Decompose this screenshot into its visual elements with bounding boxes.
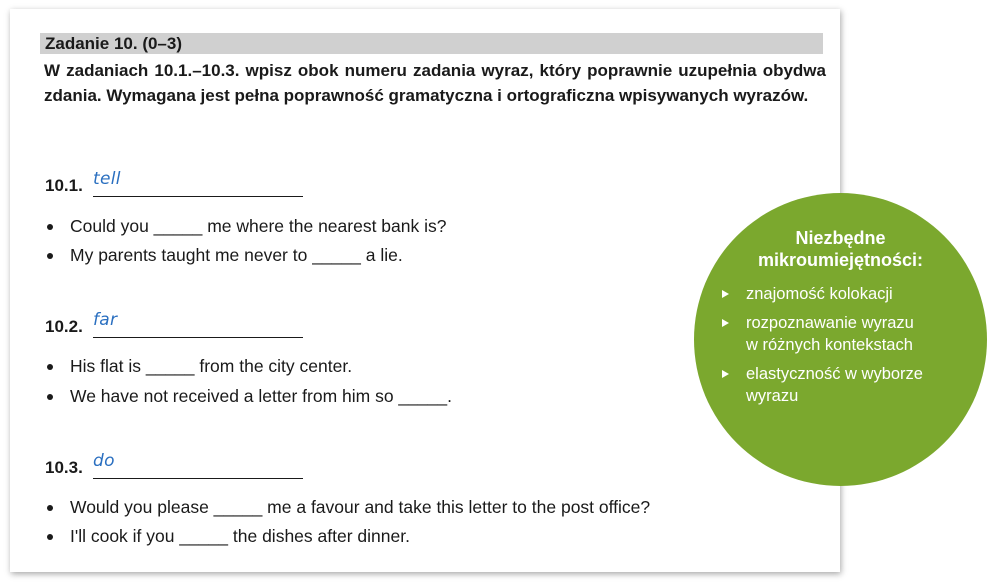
skill-item <box>746 363 966 407</box>
answer-line[interactable] <box>93 196 303 197</box>
sentence: Could you _____ me where the nearest bank is? <box>70 215 770 237</box>
skills-title-line1: Niezbędne <box>795 228 886 248</box>
skill-line2: w różnych kontekstach <box>746 336 913 354</box>
sentence: His flat is _____ from the city center. <box>70 355 770 377</box>
skills-circle <box>694 193 987 486</box>
skills-title <box>694 227 987 271</box>
triangle-bullet-icon <box>722 370 729 378</box>
question-number: 10.3. <box>45 458 83 477</box>
handwritten-answer: tell <box>93 169 121 189</box>
skill-item <box>746 312 966 356</box>
task-title: Zadanie 10. (0–3) <box>45 34 183 53</box>
question-number: 10.2. <box>45 317 83 336</box>
handwritten-answer: far <box>93 310 118 330</box>
sentence: I'll cook if you _____ the dishes after dinner. <box>70 525 770 547</box>
triangle-bullet-icon <box>722 319 729 327</box>
skills-title-line2: mikroumiejętności: <box>757 250 924 270</box>
skill-line2: wyrazu <box>746 387 799 405</box>
answer-line[interactable] <box>93 337 303 338</box>
task-instruction: W zadaniach 10.1.–10.3. wpisz obok numeru zadania wyraz, który poprawnie uzupełnia obydwa zdania. Wymagana jest pełna poprawność gramatyczna i ortograficzna wpisywanych wyrazów. <box>44 61 826 105</box>
triangle-bullet-icon <box>722 290 729 298</box>
skill-item <box>746 283 966 305</box>
handwritten-answer: do <box>93 451 115 471</box>
skill-line1: rozpoznawanie wyrazu <box>746 314 914 332</box>
skill-line1: elastyczność w wyborze <box>746 365 923 383</box>
sentence: We have not received a letter from him so _____. <box>70 385 770 407</box>
sentence: Would you please _____ me a favour and take this letter to the post office? <box>70 496 770 518</box>
sentence: My parents taught me never to _____ a lie. <box>70 244 770 266</box>
question-number: 10.1. <box>45 176 83 195</box>
skill-line1: znajomość kolokacji <box>746 285 893 303</box>
answer-line[interactable] <box>93 478 303 479</box>
